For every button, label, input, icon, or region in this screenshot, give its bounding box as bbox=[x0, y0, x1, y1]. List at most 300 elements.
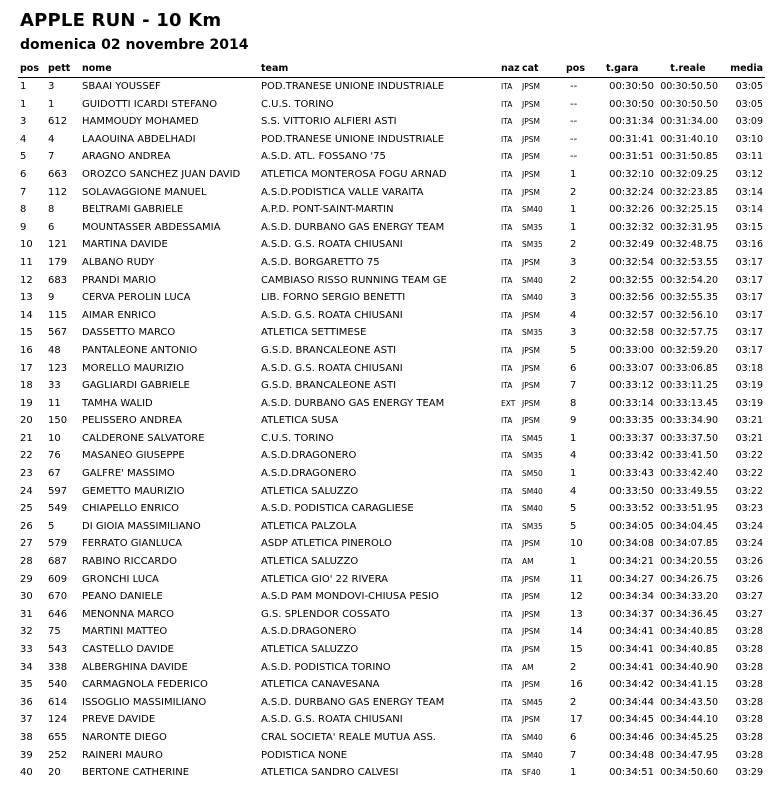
cell-tgara: 00:32:56 bbox=[609, 292, 654, 304]
cell-pos: 1 bbox=[20, 98, 27, 110]
cell-media: 03:28 bbox=[735, 626, 763, 638]
cell-naz: ITA bbox=[501, 486, 513, 496]
cell-pett: 614 bbox=[48, 696, 68, 708]
cell-pos: 32 bbox=[20, 626, 33, 638]
cell-pett: 8 bbox=[48, 204, 55, 216]
cell-naz: ITA bbox=[501, 592, 513, 602]
cell-pos-cat: 17 bbox=[570, 714, 583, 726]
cell-pos: 7 bbox=[20, 186, 27, 198]
cell-media: 03:26 bbox=[735, 556, 763, 568]
cell-media: 03:17 bbox=[735, 256, 763, 268]
cell-pos: 11 bbox=[20, 256, 33, 268]
table-row bbox=[18, 412, 765, 430]
cell-treale: 00:33:06.85 bbox=[660, 362, 718, 374]
cell-media: 03:21 bbox=[735, 415, 763, 427]
cell-nome: CASTELLO DAVIDE bbox=[82, 644, 174, 655]
cell-cat: JPSM bbox=[522, 152, 540, 162]
cell-naz: ITA bbox=[501, 557, 513, 567]
cell-pett: 609 bbox=[48, 573, 68, 585]
cell-pos: 3 bbox=[20, 116, 27, 128]
cell-cat: SM45 bbox=[522, 433, 543, 443]
cell-team: G.S.D. BRANCALEONE ASTI bbox=[261, 380, 397, 392]
cell-treale: 00:34:04.45 bbox=[660, 520, 718, 532]
cell-pett: 3 bbox=[48, 81, 55, 92]
cell-team: ATLETICA SALUZZO bbox=[261, 644, 359, 655]
cell-nome: MORELLO MAURIZIO bbox=[82, 362, 184, 374]
cell-treale: 00:34:40.85 bbox=[660, 626, 718, 638]
cell-pos: 5 bbox=[20, 151, 27, 163]
cell-pett: 4 bbox=[48, 133, 55, 145]
cell-naz: ITA bbox=[501, 293, 513, 303]
cell-treale: 00:30:50.50 bbox=[660, 81, 718, 92]
cell-naz: ITA bbox=[501, 381, 513, 391]
cell-treale: 00:31:50.85 bbox=[660, 151, 718, 163]
cell-pos: 39 bbox=[20, 749, 33, 761]
table-row bbox=[18, 201, 765, 219]
cell-pos: 23 bbox=[20, 468, 33, 480]
table-row bbox=[18, 148, 765, 166]
cell-nome: AIMAR ENRICO bbox=[82, 309, 156, 321]
cell-treale: 00:34:07.85 bbox=[660, 538, 718, 550]
cell-pos-cat: 3 bbox=[570, 256, 577, 268]
cell-pos: 16 bbox=[20, 344, 33, 356]
cell-media: 03:28 bbox=[735, 749, 763, 761]
cell-team: CAMBIASO RISSO RUNNING TEAM GE bbox=[261, 274, 447, 286]
cell-pos: 10 bbox=[20, 239, 33, 251]
cell-naz: ITA bbox=[501, 152, 513, 162]
cell-media: 03:17 bbox=[735, 327, 763, 339]
page-subtitle: domenica 02 novembre 2014 bbox=[20, 37, 249, 53]
cell-treale: 00:31:34.00 bbox=[660, 116, 718, 128]
cell-naz: ITA bbox=[501, 697, 513, 707]
cell-pos-cat: 13 bbox=[570, 608, 583, 620]
cell-team: A.S.D. G.S. ROATA CHIUSANI bbox=[261, 362, 403, 374]
cell-media: 03:17 bbox=[735, 344, 763, 356]
cell-treale: 00:34:45.25 bbox=[660, 731, 718, 743]
page-title: APPLE RUN - 10 Km bbox=[20, 10, 222, 31]
cell-nome: MENONNA MARCO bbox=[82, 608, 175, 620]
cell-pos-cat: 15 bbox=[570, 644, 583, 655]
cell-pett: 687 bbox=[48, 556, 68, 568]
cell-pos-cat: 7 bbox=[570, 749, 577, 761]
cell-naz: ITA bbox=[501, 609, 513, 619]
cell-media: 03:24 bbox=[735, 538, 763, 550]
cell-pos: 19 bbox=[20, 397, 33, 409]
cell-media: 03:14 bbox=[735, 186, 763, 198]
cell-pos-cat: 1 bbox=[570, 767, 577, 779]
cell-pos: 1 bbox=[20, 81, 27, 92]
cell-cat: JPSM bbox=[522, 539, 540, 549]
table-row bbox=[18, 166, 765, 184]
cell-pos-cat: -- bbox=[570, 151, 578, 163]
col-header-team: team bbox=[259, 60, 499, 78]
cell-media: 03:16 bbox=[735, 239, 763, 251]
cell-treale: 00:32:54.20 bbox=[660, 274, 718, 286]
results-body bbox=[18, 78, 765, 782]
table-row bbox=[18, 711, 765, 729]
cell-pett: 121 bbox=[48, 239, 68, 251]
cell-pett: 540 bbox=[48, 679, 68, 691]
cell-tgara: 00:32:58 bbox=[609, 327, 654, 339]
cell-media: 03:19 bbox=[735, 380, 763, 392]
cell-tgara: 00:33:07 bbox=[609, 362, 654, 374]
cell-pos: 26 bbox=[20, 520, 33, 532]
cell-nome: ISSOGLIO MASSIMILIANO bbox=[82, 696, 207, 708]
cell-team: A.S.D. PODISTICA CARAGLIESE bbox=[261, 503, 414, 515]
cell-pett: 5 bbox=[48, 520, 55, 532]
cell-pos-cat: 4 bbox=[570, 485, 577, 497]
cell-cat: SM35 bbox=[522, 451, 543, 461]
cell-tgara: 00:33:42 bbox=[609, 450, 654, 462]
cell-nome: CERVA PEROLIN LUCA bbox=[82, 292, 191, 304]
cell-tgara: 00:32:55 bbox=[609, 274, 654, 286]
table-row bbox=[18, 553, 765, 571]
cell-cat: SM40 bbox=[522, 732, 543, 742]
cell-nome: GALFRE' MASSIMO bbox=[82, 468, 175, 480]
cell-cat: SM40 bbox=[522, 486, 543, 496]
cell-cat: JPSM bbox=[522, 416, 540, 426]
cell-naz: ITA bbox=[501, 539, 513, 549]
cell-cat: JPSM bbox=[522, 363, 540, 373]
cell-cat: JPSM bbox=[522, 187, 540, 197]
cell-treale: 00:34:43.50 bbox=[660, 696, 718, 708]
col-header-nome: nome bbox=[80, 60, 259, 78]
cell-pos: 29 bbox=[20, 573, 33, 585]
cell-media: 03:26 bbox=[735, 573, 763, 585]
cell-tgara: 00:34:05 bbox=[609, 520, 654, 532]
cell-tgara: 00:34:42 bbox=[609, 679, 654, 691]
cell-pos: 33 bbox=[20, 644, 33, 655]
cell-team: ATLETICA PALZOLA bbox=[261, 520, 357, 532]
cell-pos: 25 bbox=[20, 503, 33, 515]
cell-pos-cat: 2 bbox=[570, 239, 577, 251]
cell-pos-cat: 3 bbox=[570, 327, 577, 339]
cell-treale: 00:34:33.20 bbox=[660, 591, 718, 603]
cell-pos: 12 bbox=[20, 274, 33, 286]
cell-naz: ITA bbox=[501, 205, 513, 215]
cell-treale: 00:33:49.55 bbox=[660, 485, 718, 497]
table-row bbox=[18, 131, 765, 149]
table-row bbox=[18, 465, 765, 483]
cell-media: 03:28 bbox=[735, 714, 763, 726]
col-header-pos-cat: pos bbox=[564, 60, 604, 78]
table-header-row bbox=[18, 60, 765, 78]
cell-cat: JPSM bbox=[522, 592, 540, 602]
cell-cat: JPSM bbox=[522, 680, 540, 690]
cell-nome: ALBERGHINA DAVIDE bbox=[82, 661, 188, 673]
cell-naz: ITA bbox=[501, 715, 513, 725]
cell-cat: SM40 bbox=[522, 275, 543, 285]
cell-pett: 1 bbox=[48, 98, 55, 110]
cell-cat: SM45 bbox=[522, 697, 543, 707]
cell-media: 03:28 bbox=[735, 731, 763, 743]
cell-naz: ITA bbox=[501, 433, 513, 443]
cell-naz: ITA bbox=[501, 240, 513, 250]
cell-media: 03:11 bbox=[735, 151, 763, 163]
cell-cat: SM35 bbox=[522, 328, 543, 338]
cell-cat: JPSM bbox=[522, 117, 540, 127]
cell-pos-cat: -- bbox=[570, 98, 578, 110]
cell-treale: 00:32:09.25 bbox=[660, 168, 718, 180]
cell-treale: 00:34:47.95 bbox=[660, 749, 718, 761]
cell-pos: 13 bbox=[20, 292, 33, 304]
cell-pett: 646 bbox=[48, 608, 68, 620]
table-row bbox=[18, 289, 765, 307]
table-row bbox=[18, 588, 765, 606]
cell-naz: ITA bbox=[501, 169, 513, 179]
cell-media: 03:17 bbox=[735, 274, 763, 286]
cell-team: A.S.D.DRAGONERO bbox=[261, 450, 357, 462]
cell-tgara: 00:30:50 bbox=[609, 81, 654, 92]
cell-cat: SF40 bbox=[522, 768, 541, 778]
cell-team: ATLETICA GIO' 22 RIVERA bbox=[261, 573, 388, 585]
cell-treale: 00:34:44.10 bbox=[660, 714, 718, 726]
cell-nome: PRANDI MARIO bbox=[82, 274, 156, 286]
cell-pos: 6 bbox=[20, 168, 27, 180]
cell-pett: 48 bbox=[48, 344, 61, 356]
cell-treale: 00:32:56.10 bbox=[660, 309, 718, 321]
cell-team: POD.TRANESE UNIONE INDUSTRIALE bbox=[261, 133, 445, 145]
cell-tgara: 00:30:50 bbox=[609, 98, 654, 110]
cell-pett: 252 bbox=[48, 749, 68, 761]
cell-team: C.U.S. TORINO bbox=[261, 432, 334, 444]
cell-pos: 28 bbox=[20, 556, 33, 568]
cell-team: A.S.D. PODISTICA TORINO bbox=[261, 661, 391, 673]
cell-tgara: 00:34:51 bbox=[609, 767, 654, 779]
cell-team: ATLETICA MONTEROSA FOGU ARNAD bbox=[261, 168, 447, 180]
cell-team: ATLETICA SETTIMESE bbox=[261, 327, 367, 339]
cell-media: 03:22 bbox=[735, 485, 763, 497]
cell-cat: JPSM bbox=[522, 82, 540, 91]
cell-naz: ITA bbox=[501, 222, 513, 232]
cell-pett: 123 bbox=[48, 362, 68, 374]
cell-naz: ITA bbox=[501, 187, 513, 197]
cell-cat: AM bbox=[522, 662, 534, 672]
cell-team: A.S.D. G.S. ROATA CHIUSANI bbox=[261, 309, 403, 321]
cell-tgara: 00:32:49 bbox=[609, 239, 654, 251]
table-row bbox=[18, 535, 765, 553]
cell-treale: 00:33:51.95 bbox=[660, 503, 718, 515]
cell-pos-cat: 16 bbox=[570, 679, 583, 691]
cell-pett: 549 bbox=[48, 503, 68, 515]
cell-cat: JPSM bbox=[522, 381, 540, 391]
cell-treale: 00:32:25.15 bbox=[660, 204, 718, 216]
table-row bbox=[18, 377, 765, 395]
table-row bbox=[18, 729, 765, 747]
cell-pett: 115 bbox=[48, 309, 68, 321]
cell-team: A.S.D. G.S. ROATA CHIUSANI bbox=[261, 714, 403, 726]
cell-team: A.S.D. ATL. FOSSANO '75 bbox=[261, 151, 386, 163]
cell-media: 03:29 bbox=[735, 767, 763, 779]
cell-pos-cat: 11 bbox=[570, 573, 583, 585]
col-header-pett: pett bbox=[46, 60, 80, 78]
cell-team: A.S.D. BORGARETTO 75 bbox=[261, 256, 380, 268]
table-row bbox=[18, 571, 765, 589]
cell-team: ATLETICA SALUZZO bbox=[261, 485, 359, 497]
cell-nome: GAGLIARDI GABRIELE bbox=[82, 380, 190, 392]
cell-tgara: 00:32:57 bbox=[609, 309, 654, 321]
cell-pos-cat: 3 bbox=[570, 292, 577, 304]
table-row bbox=[18, 483, 765, 501]
cell-naz: ITA bbox=[501, 627, 513, 637]
cell-treale: 00:30:50.50 bbox=[660, 98, 718, 110]
cell-pos: 14 bbox=[20, 309, 33, 321]
cell-team: A.S.D. DURBANO GAS ENERGY TEAM bbox=[261, 221, 445, 233]
table-row bbox=[18, 360, 765, 378]
cell-naz: ITA bbox=[501, 345, 513, 355]
cell-nome: BELTRAMI GABRIELE bbox=[82, 204, 184, 216]
cell-media: 03:17 bbox=[735, 292, 763, 304]
col-header-tgara: t.gara bbox=[604, 60, 656, 78]
cell-naz: ITA bbox=[501, 257, 513, 267]
cell-tgara: 00:34:41 bbox=[609, 661, 654, 673]
cell-naz: ITA bbox=[501, 574, 513, 584]
cell-nome: SOLAVAGGIONE MANUEL bbox=[82, 186, 207, 198]
cell-pos: 22 bbox=[20, 450, 33, 462]
table-row bbox=[18, 184, 765, 202]
cell-pos-cat: 1 bbox=[570, 204, 577, 216]
cell-cat: JPSM bbox=[522, 134, 540, 144]
cell-pos-cat: 1 bbox=[570, 168, 577, 180]
cell-pos: 27 bbox=[20, 538, 33, 550]
cell-nome: HAMMOUDY MOHAMED bbox=[82, 116, 199, 128]
cell-treale: 00:32:31.95 bbox=[660, 221, 718, 233]
table-row bbox=[18, 430, 765, 448]
cell-cat: JPSM bbox=[522, 715, 540, 725]
cell-team: ASDP ATLETICA PINEROLO bbox=[261, 538, 392, 550]
cell-treale: 00:34:41.15 bbox=[660, 679, 718, 691]
cell-nome: ARAGNO ANDREA bbox=[82, 151, 171, 163]
cell-pett: 338 bbox=[48, 661, 68, 673]
cell-media: 03:17 bbox=[735, 309, 763, 321]
cell-media: 03:05 bbox=[735, 98, 763, 110]
cell-tgara: 00:33:52 bbox=[609, 503, 654, 515]
cell-media: 03:05 bbox=[735, 81, 763, 92]
cell-nome: GRONCHI LUCA bbox=[82, 573, 159, 585]
cell-nome: MOUNTASSER ABDESSAMIA bbox=[82, 221, 221, 233]
cell-tgara: 00:34:41 bbox=[609, 644, 654, 655]
table-row bbox=[18, 606, 765, 624]
cell-naz: ITA bbox=[501, 750, 513, 760]
cell-team: LIB. FORNO SERGIO BENETTI bbox=[261, 292, 406, 304]
col-header-treale: t.reale bbox=[656, 60, 720, 78]
cell-cat: JPSM bbox=[522, 645, 540, 654]
cell-nome: ALBANO RUDY bbox=[82, 256, 155, 268]
cell-treale: 00:34:40.90 bbox=[660, 661, 718, 673]
cell-nome: DI GIOIA MASSIMILIANO bbox=[82, 520, 201, 532]
cell-media: 03:19 bbox=[735, 397, 763, 409]
cell-tgara: 00:34:27 bbox=[609, 573, 654, 585]
cell-tgara: 00:34:21 bbox=[609, 556, 654, 568]
cell-media: 03:28 bbox=[735, 661, 763, 673]
cell-media: 03:22 bbox=[735, 450, 763, 462]
cell-pos-cat: 2 bbox=[570, 696, 577, 708]
cell-team: A.S.D.PODISTICA VALLE VARAITA bbox=[261, 186, 424, 198]
cell-media: 03:24 bbox=[735, 520, 763, 532]
cell-pos: 17 bbox=[20, 362, 33, 374]
cell-naz: ITA bbox=[501, 504, 513, 514]
cell-pett: 20 bbox=[48, 767, 61, 779]
cell-pos: 40 bbox=[20, 767, 33, 779]
results-table bbox=[18, 60, 765, 782]
table-row bbox=[18, 272, 765, 290]
cell-naz: ITA bbox=[501, 363, 513, 373]
cell-team: A.S.D. DURBANO GAS ENERGY TEAM bbox=[261, 397, 445, 409]
cell-tgara: 00:31:41 bbox=[609, 133, 654, 145]
cell-team: A.S.D. G.S. ROATA CHIUSANI bbox=[261, 239, 403, 251]
cell-nome: BERTONE CATHERINE bbox=[82, 767, 190, 779]
cell-pos: 31 bbox=[20, 608, 33, 620]
cell-nome: LAAOUINA ABDELHADI bbox=[82, 133, 196, 145]
cell-treale: 00:32:57.75 bbox=[660, 327, 718, 339]
cell-cat: JPSM bbox=[522, 169, 540, 179]
cell-treale: 00:32:48.75 bbox=[660, 239, 718, 251]
cell-team: PODISTICA NONE bbox=[261, 749, 348, 761]
cell-cat: JPSM bbox=[522, 345, 540, 355]
cell-cat: SM35 bbox=[522, 222, 543, 232]
cell-tgara: 00:31:51 bbox=[609, 151, 654, 163]
cell-pos-cat: -- bbox=[570, 116, 578, 128]
cell-pos-cat: 4 bbox=[570, 450, 577, 462]
cell-pos: 4 bbox=[20, 133, 27, 145]
cell-team: ATLETICA SUSA bbox=[261, 415, 339, 427]
cell-pos-cat: 5 bbox=[570, 344, 577, 356]
cell-pett: 567 bbox=[48, 327, 68, 339]
cell-media: 03:10 bbox=[735, 133, 763, 145]
cell-treale: 00:34:50.60 bbox=[660, 767, 718, 779]
cell-treale: 00:34:36.45 bbox=[660, 608, 718, 620]
cell-nome: SBAAI YOUSSEF bbox=[82, 81, 161, 92]
cell-cat: JPSM bbox=[522, 257, 540, 267]
cell-tgara: 00:34:08 bbox=[609, 538, 654, 550]
cell-pett: 683 bbox=[48, 274, 68, 286]
table-row bbox=[18, 641, 765, 659]
cell-pett: 597 bbox=[48, 485, 68, 497]
cell-naz: ITA bbox=[501, 134, 513, 144]
cell-pett: 112 bbox=[48, 186, 68, 198]
table-row bbox=[18, 307, 765, 325]
cell-nome: RABINO RICCARDO bbox=[82, 556, 177, 568]
cell-pos: 35 bbox=[20, 679, 33, 691]
table-row bbox=[18, 518, 765, 536]
table-row bbox=[18, 694, 765, 712]
cell-pett: 75 bbox=[48, 626, 61, 638]
cell-pett: 76 bbox=[48, 450, 61, 462]
cell-nome: DASSETTO MARCO bbox=[82, 327, 176, 339]
cell-pos: 20 bbox=[20, 415, 33, 427]
cell-treale: 00:32:53.55 bbox=[660, 256, 718, 268]
cell-pett: 10 bbox=[48, 432, 61, 444]
cell-pos: 37 bbox=[20, 714, 33, 726]
cell-pett: 124 bbox=[48, 714, 68, 726]
cell-pos-cat: 6 bbox=[570, 362, 577, 374]
cell-pett: 612 bbox=[48, 116, 68, 128]
table-row bbox=[18, 324, 765, 342]
cell-pos: 24 bbox=[20, 485, 33, 497]
cell-media: 03:28 bbox=[735, 696, 763, 708]
cell-team: ATLETICA CANAVESANA bbox=[261, 679, 380, 691]
cell-naz: ITA bbox=[501, 275, 513, 285]
cell-pett: 67 bbox=[48, 468, 61, 480]
cell-team: A.S.D.DRAGONERO bbox=[261, 468, 357, 480]
cell-tgara: 00:33:35 bbox=[609, 415, 654, 427]
cell-tgara: 00:32:10 bbox=[609, 168, 654, 180]
cell-treale: 00:33:37.50 bbox=[660, 432, 718, 444]
table-row bbox=[18, 219, 765, 237]
cell-treale: 00:32:59.20 bbox=[660, 344, 718, 356]
cell-pos-cat: 8 bbox=[570, 397, 577, 409]
cell-pos: 34 bbox=[20, 661, 33, 673]
